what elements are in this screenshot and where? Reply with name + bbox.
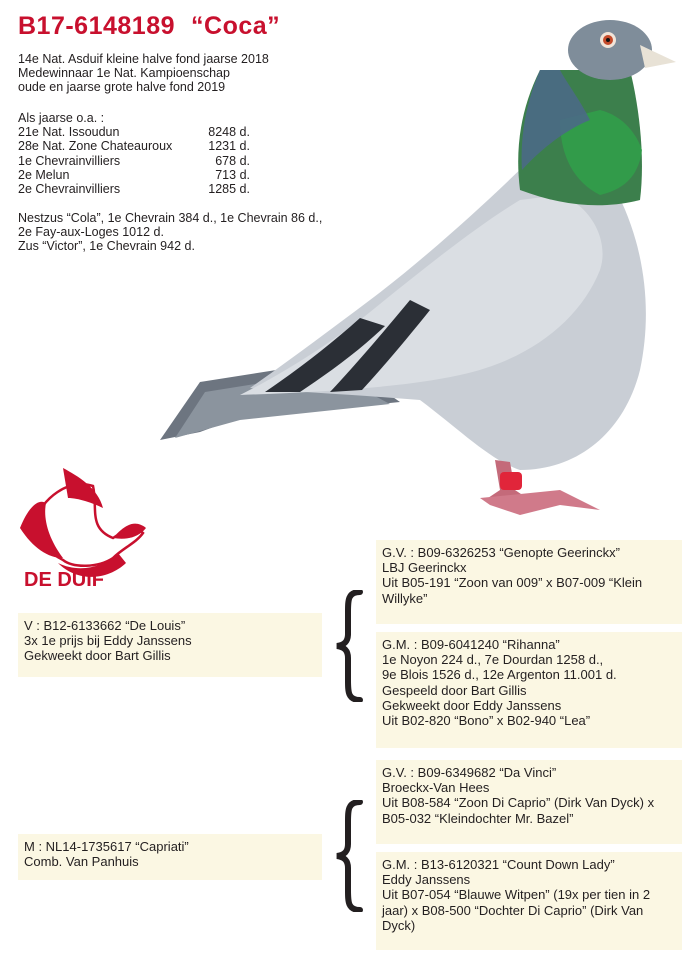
gm2-line: jaar) x B08-500 “Dochter Di Caprio” (Dirk Van [382,902,644,918]
result-birds: 713 d. [215,167,250,182]
results-heading: Als jaarse o.a. : [18,111,105,125]
mother-line: M : NL14-1735617 “Capriati” [24,839,189,854]
gv1-line: Uit B05-191 “Zoon van 009” x B07-009 “Klein [382,575,643,591]
gm2-line: Dyck) [382,917,416,933]
gm1-line: Uit B02-820 “Bono” x B02-940 “Lea” [382,713,591,729]
achievement-line: 14e Nat. Asduif kleine halve fond jaarse 2018 [18,52,269,66]
gv1-line: G.V. : B09-6326253 “Genopte Geerinckx” [382,545,620,560]
gv2-line: G.V. : B09-6349682 “Da Vinci” [382,765,557,780]
grandmother-paternal-box [376,632,682,748]
result-race: 2e Chevrainvilliers [18,182,121,197]
result-birds: 678 d. [215,153,250,168]
gm1-line: Gekweekt door Eddy Janssens [382,697,562,713]
gm1-line: G.M. : B09-6041240 “Rihanna” [382,637,560,652]
achievement-line: Medewinnaar 1e Nat. Kampioenschap [18,66,230,80]
gm2-line: G.M. : B13-6120321 “Count Down Lady” [382,857,615,872]
gv2-line: Uit B08-584 “Zoon Di Caprio” (Dirk Van Dyck) x [382,795,655,811]
sibling-line: 2e Fay-aux-Loges 1012 d. [18,225,164,239]
result-birds: 1231 d. [208,139,250,154]
sibling-line: Zus “Victor”, 1e Chevrain 942 d. [18,239,195,253]
logo-text: DE DUIF [24,569,104,591]
father-line: Gekweekt door Bart Gillis [24,648,171,664]
result-race: 2e Melun [18,167,70,182]
father-line: 3x 1e prijs bij Eddy Janssens [24,633,192,649]
sibling-line: Nestzus “Cola”, 1e Chevrain 384 d., 1e Chevrain 86 d., [18,211,323,225]
gm2-line: Eddy Janssens [382,872,471,888]
grandfather-maternal-box [376,760,682,844]
result-race: 1e Chevrainvilliers [18,153,121,168]
achievement-line: oude en jaarse grote halve fond 2019 [18,80,226,94]
pigeon-name: “Coca” [191,12,281,40]
mother-box [18,834,322,880]
result-race: 28e Nat. Zone Chateauroux [18,139,173,154]
result-birds: 1285 d. [208,182,250,197]
grandmother-maternal-box [376,852,682,950]
pedigree-brace-mother [334,800,364,912]
father-line: V : B12-6133662 “De Louis” [24,618,186,633]
gm2-line: Uit B07-054 “Blauwe Witpen” (19x per tien in 2 [382,887,651,903]
result-race: 21e Nat. Issoudun [18,125,120,140]
de-duif-logo [18,468,148,592]
gm1-line: Gespeeld door Bart Gillis [382,682,527,698]
gv2-line: Broeckx-Van Hees [382,780,490,796]
gv2-line: B05-032 “Kleindochter Mr. Bazel” [382,810,574,826]
gv1-line: Willyke” [382,590,428,606]
result-birds: 8248 d. [208,125,250,140]
pedigree-brace-father [334,590,364,702]
father-box [18,613,322,677]
pigeon-photo [150,0,700,530]
gv1-line: LBJ Geerinckx [382,560,467,576]
mother-line: Comb. Van Panhuis [24,854,139,870]
gm1-line: 9e Blois 1526 d., 12e Argenton 11.001 d. [382,667,617,683]
gm1-line: 1e Noyon 224 d., 7e Dourdan 1258 d., [382,652,604,668]
ring-number: B17-6148189 [18,12,176,40]
grandfather-paternal-box [376,540,682,624]
